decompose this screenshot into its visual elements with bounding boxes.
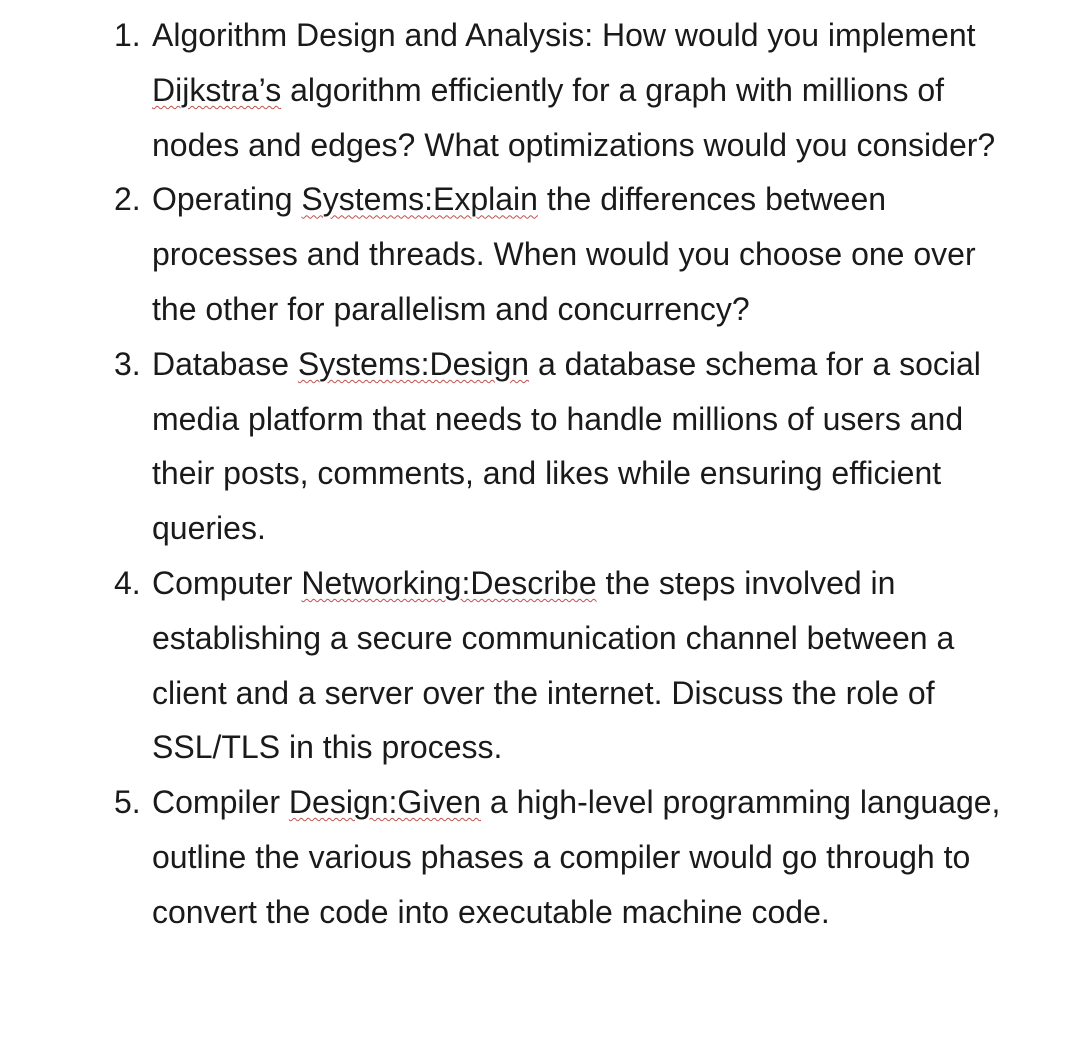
list-number: 4. [114, 564, 141, 601]
spellcheck-flagged-word[interactable]: Design:Given [288, 784, 482, 821]
list-number: 1. [114, 17, 141, 53]
list-item [0, 172, 1080, 336]
question-text: the differences between processes and threads. When would you choose one over the other for parallelism and concurrency? [152, 181, 976, 327]
list-item [0, 775, 1080, 939]
spellcheck-flagged-word[interactable]: Systems:Explain [301, 181, 538, 218]
question-text: the steps involved in establishing a secure communication channel between a client and a server over the internet. Discuss the role of SSL/TLS in this process. [152, 564, 955, 766]
question-text: a database schema for a social media platform that needs to handle millions of users and their posts, comments, and likes while ensuring efficient queries. [152, 345, 981, 547]
list-item [0, 337, 1080, 556]
spellcheck-flagged-word[interactable]: Networking:Describe [301, 564, 597, 601]
spellcheck-flagged-word[interactable]: Systems:Design [297, 345, 530, 382]
list-number: 3. [114, 345, 141, 382]
list-item [0, 556, 1080, 775]
question-list [0, 8, 1080, 940]
question-text: algorithm efficiently for a graph with millions of nodes and edges? What optimizations would you consider? [152, 71, 996, 163]
list-number: 2. [114, 181, 141, 218]
list-item [0, 8, 1080, 172]
question-text: Operating [152, 181, 302, 218]
spellcheck-flagged-word[interactable]: Dijkstra’s [152, 71, 282, 108]
question-text: Database [152, 345, 298, 382]
question-text: Compiler [152, 784, 289, 821]
question-text: Algorithm Design and Analysis: How would you implement [152, 17, 976, 53]
list-number: 5. [114, 784, 141, 821]
document-page [0, 8, 1080, 940]
question-text: Computer [152, 564, 302, 601]
question-text: a high-level programming language, outline the various phases a compiler would go through to convert the code into executable machine code. [152, 784, 1001, 930]
